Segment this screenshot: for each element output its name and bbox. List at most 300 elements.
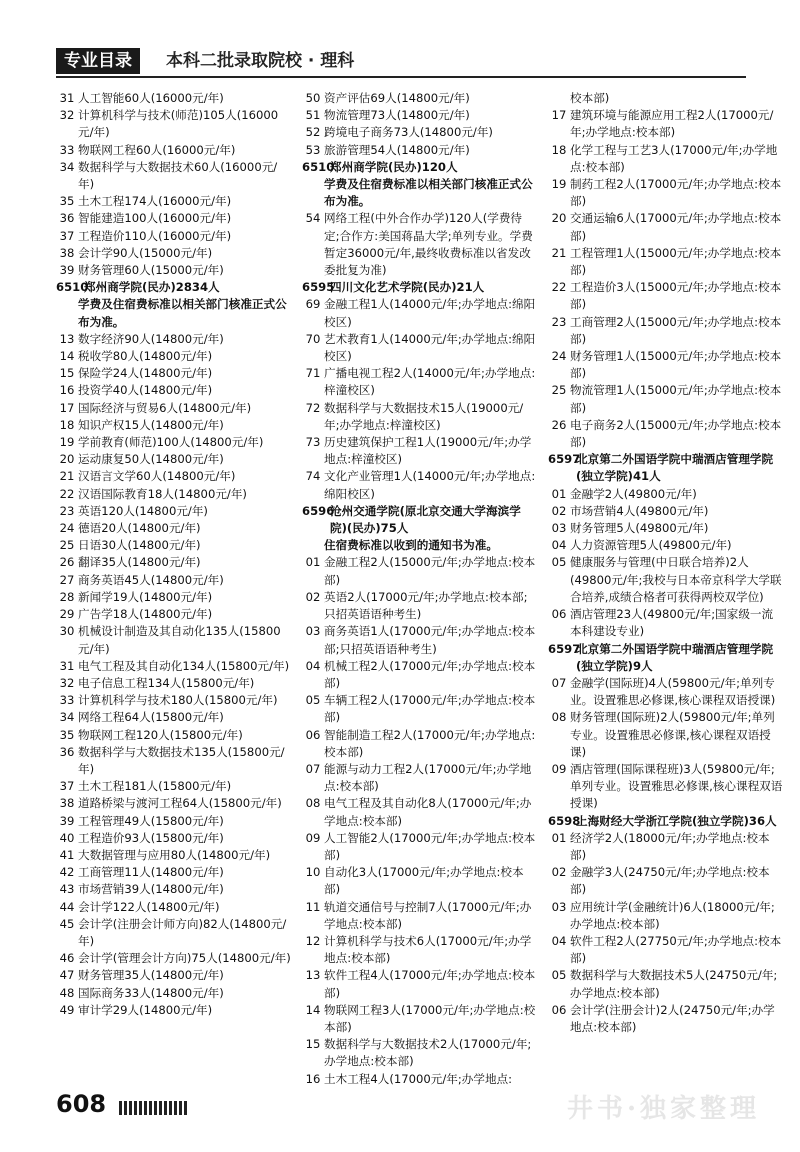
major-code: 15: [59, 366, 75, 381]
major-code: 05: [551, 555, 567, 570]
major-code: 22: [551, 280, 567, 295]
major-row: [548, 967, 783, 1001]
major-code: 10: [305, 865, 321, 880]
major-row: [56, 486, 291, 503]
major-code: 52: [305, 125, 321, 140]
major-text: 金融工程2人(15000元/年;办学地点:校本部): [324, 555, 536, 587]
major-row: [56, 210, 291, 227]
major-text: 酒店管理(国际课程班)3人(59800元/年;单列专业。设置雅思必修课,核心课程双语授课): [570, 761, 783, 811]
major-text: 土木工程4人(17000元/年;办学地点:: [324, 1071, 513, 1086]
major-code: 35: [59, 727, 75, 742]
major-code: 70: [305, 331, 321, 346]
major-text: 化学工程与工艺3人(17000元/年;办学地点:校本部): [570, 142, 778, 174]
section-tag: 专业目录: [56, 48, 140, 74]
major-text: 网络工程(中外合作办学)120人(学费待定;合作方:美国蒋晶大学;单列专业。学费暂定36000元/年,最终收费标准以省发改委批复为准): [324, 211, 533, 278]
major-text: 轨道交通信号与控制7人(17000元/年;办学地点:校本部): [324, 899, 532, 931]
major-row: [302, 107, 537, 124]
major-row: [302, 331, 537, 365]
major-text: 市场营销4人(49800元/年): [570, 503, 709, 518]
major-row: [302, 434, 537, 468]
major-code: 43: [59, 882, 75, 897]
major-code: 02: [551, 865, 567, 880]
school-code: 6597: [548, 452, 581, 467]
major-row: [302, 124, 537, 141]
major-row: [56, 1002, 291, 1019]
major-code: 03: [551, 899, 567, 914]
major-row: [302, 864, 537, 898]
major-code: 42: [59, 865, 75, 880]
major-text: 会计学90人(15000元/年): [78, 245, 213, 260]
school-name: 沧州交通学院(原北京交通大学海滨学院)(民办)75人: [330, 503, 521, 536]
major-code: 38: [59, 796, 75, 811]
school-name: 北京第二外国语学院中瑞酒店管理学院(独立学院)41人: [576, 452, 774, 484]
major-row: [302, 658, 537, 692]
major-row: [548, 486, 783, 503]
major-text: 金融学3人(24750元/年;办学地点:校本部): [570, 865, 770, 897]
major-text: 资产评估69人(14800元/年): [324, 91, 470, 105]
major-row: [56, 451, 291, 468]
major-text: 运动康复50人(14800元/年): [78, 452, 224, 467]
major-text: 工商管理11人(14800元/年): [78, 865, 224, 880]
major-row: [56, 400, 291, 417]
major-text: 财务管理35人(14800元/年): [78, 968, 224, 983]
major-code: 16: [59, 383, 75, 398]
school-row: [548, 451, 783, 485]
major-text: 财务管理5人(49800元/年): [570, 521, 709, 536]
major-code: 74: [305, 469, 321, 484]
major-row: [548, 314, 783, 348]
major-row: [302, 400, 537, 434]
major-text: 应用统计学(金融统计)6人(18000元/年;办学地点:校本部): [570, 899, 775, 931]
major-row: [56, 675, 291, 692]
major-text: 德语20人(14800元/年): [78, 521, 201, 536]
major-text: 物流管理1人(15000元/年;办学地点:校本部): [570, 383, 782, 415]
major-text: 广告学18人(14800元/年): [78, 607, 213, 622]
major-row: [56, 537, 291, 554]
major-row: [548, 417, 783, 451]
major-code: 02: [305, 589, 321, 604]
major-row: [548, 382, 783, 416]
major-text: 物联网工程3人(17000元/年;办学地点:校本部): [324, 1002, 536, 1034]
major-text: 工商管理2人(15000元/年;办学地点:校本部): [570, 314, 782, 346]
major-row: [56, 159, 291, 193]
major-text: 金融学2人(49800元/年): [570, 486, 697, 501]
major-text: 财务管理60人(15000元/年): [78, 263, 224, 278]
school-row: [302, 159, 537, 176]
major-row: [302, 727, 537, 761]
major-text: 商务英语1人(17000元/年;办学地点:校本部;只招英语语种考生): [324, 624, 536, 656]
page-title: 本科二批录取院校 · 理科: [166, 51, 355, 71]
major-text: 工程管理1人(15000元/年;办学地点:校本部): [570, 245, 782, 278]
major-text: 审计学29人(14800元/年): [78, 1002, 213, 1017]
major-code: 01: [551, 830, 567, 845]
major-row: [548, 107, 783, 141]
major-row: [302, 899, 537, 933]
major-text: 道路桥梁与渡河工程64人(15800元/年): [78, 796, 282, 811]
major-text: 机械设计制造及其自动化135人(15800元/年): [78, 624, 281, 656]
major-code: 71: [305, 366, 321, 381]
major-row: [56, 692, 291, 709]
school-note: 学费及住宿费标准以相关部门核准正式公布为准。: [324, 177, 533, 209]
major-code: 72: [305, 400, 321, 415]
major-code: 16: [305, 1071, 321, 1086]
major-text: 艺术教育1人(14000元/年;办学地点:绵阳校区): [324, 331, 536, 364]
major-row: [548, 933, 783, 967]
major-row: [56, 245, 291, 262]
major-code: 18: [551, 142, 567, 157]
major-row: [302, 1036, 537, 1070]
major-row: [56, 382, 291, 399]
major-text: 会计学(管理会计方向)75人(14800元/年): [78, 951, 291, 966]
major-row: [548, 279, 783, 313]
major-row: [56, 365, 291, 382]
major-row: [302, 1071, 537, 1088]
major-text: 电子商务2人(15000元/年;办学地点:校本部): [570, 417, 782, 450]
header-rule: [56, 76, 746, 78]
major-row: [302, 967, 537, 1001]
major-text: 数据科学与大数据技术2人(17000元/年;办学地点:校本部): [324, 1037, 532, 1069]
major-row: [302, 692, 537, 726]
major-code: 33: [59, 693, 75, 708]
major-text: 英语120人(14800元/年): [78, 503, 208, 518]
major-text: 数字经济90人(14800元/年): [78, 331, 224, 346]
major-row: [548, 830, 783, 864]
major-text: 工程造价110人(16000元/年): [78, 228, 232, 243]
school-row: [548, 641, 783, 675]
major-text: 人工智能60人(16000元/年): [78, 91, 224, 105]
major-text: 新闻学19人(14800元/年): [78, 589, 213, 604]
major-code: 24: [59, 521, 75, 536]
major-code: 28: [59, 589, 75, 604]
major-text: 计算机科学与技术(师范)105人(16000元/年): [78, 108, 279, 140]
major-row: [302, 623, 537, 657]
major-text: 工程管理49人(15800元/年): [78, 813, 224, 828]
school-note: 学费及住宿费标准以相关部门核准正式公布为准。: [78, 297, 287, 329]
major-code: 23: [59, 503, 75, 518]
major-row: [56, 142, 291, 159]
major-code: 32: [59, 675, 75, 690]
major-code: 07: [305, 761, 321, 776]
major-row: [56, 262, 291, 279]
major-text: 校本部): [570, 91, 610, 105]
major-row: [56, 417, 291, 434]
major-text: 智能建造100人(16000元/年): [78, 211, 232, 226]
major-row: [56, 468, 291, 485]
major-code: 45: [59, 916, 75, 931]
major-row: [548, 90, 783, 107]
school-name: 郑州商学院(民办)2834人: [84, 280, 220, 295]
major-code: 25: [551, 383, 567, 398]
major-code: 36: [59, 211, 75, 226]
major-text: 建筑环境与能源应用工程2人(17000元/年;办学地点:校本部): [570, 108, 774, 140]
page-footer: [56, 1090, 189, 1118]
school-code: 6596: [302, 503, 335, 518]
major-row: [56, 795, 291, 812]
watermark: 井书·独家整理: [566, 1094, 760, 1124]
major-text: 历史建筑保护工程1人(19000元/年;办学地点:梓潼校区): [324, 435, 532, 467]
major-text: 计算机科学与技术180人(15800元/年): [78, 693, 278, 708]
major-code: 27: [59, 572, 75, 587]
major-text: 跨境电子商务73人(14800元/年): [324, 125, 493, 140]
major-text: 智能制造工程2人(17000元/年;办学地点:校本部): [324, 727, 536, 759]
major-row: [302, 830, 537, 864]
major-row: [548, 761, 783, 813]
major-code: 46: [59, 951, 75, 966]
major-row: [56, 709, 291, 726]
major-code: 15: [305, 1037, 321, 1052]
major-text: 金融工程1人(14000元/年;办学地点:绵阳校区): [324, 297, 536, 329]
major-text: 交通运输6人(17000元/年;办学地点:校本部): [570, 211, 782, 243]
major-row: [302, 554, 537, 588]
major-row: [56, 90, 291, 107]
major-code: 40: [59, 830, 75, 845]
major-code: 31: [59, 658, 75, 673]
major-text: 学前教育(师范)100人(14800元/年): [78, 435, 264, 450]
column-2: [302, 90, 537, 1088]
school-code: 6598: [548, 813, 581, 828]
major-text: 财务管理1人(15000元/年;办学地点:校本部): [570, 349, 782, 381]
major-code: 04: [551, 538, 567, 553]
major-code: 12: [305, 933, 321, 948]
major-row: [56, 830, 291, 847]
major-text: 制药工程2人(17000元/年;办学地点:校本部): [570, 177, 782, 209]
major-code: 03: [305, 624, 321, 639]
school-code: 6510: [56, 280, 89, 295]
major-code: 26: [551, 417, 567, 432]
major-code: 35: [59, 194, 75, 209]
major-text: 物联网工程120人(15800元/年): [78, 727, 243, 742]
major-row: [302, 933, 537, 967]
major-row: [56, 623, 291, 657]
major-row: [56, 778, 291, 795]
major-code: 13: [305, 968, 321, 983]
major-text: 日语30人(14800元/年): [78, 538, 201, 553]
major-code: 19: [551, 177, 567, 192]
major-text: 英语2人(17000元/年;办学地点:校本部;只招英语语种考生): [324, 589, 528, 622]
major-text: 大数据管理与应用80人(14800元/年): [78, 847, 271, 862]
major-code: 34: [59, 159, 75, 174]
major-code: 50: [305, 91, 321, 105]
major-code: 49: [59, 1002, 75, 1017]
major-text: 物流管理73人(14800元/年): [324, 108, 470, 123]
major-text: 健康服务与管理(中日联合培养)2人(49800元/年;我校与日本帝京科学大学联合培养,成绩合格者可获得两校双学位): [570, 555, 782, 604]
major-code: 01: [551, 486, 567, 501]
major-text: 数据科学与大数据技术135人(15800元/年): [78, 744, 285, 776]
major-text: 网络工程64人(15800元/年): [78, 710, 224, 725]
major-row: [56, 727, 291, 744]
major-row: [548, 675, 783, 709]
major-row: [548, 554, 783, 606]
major-text: 文化产业管理1人(14000元/年;办学地点:绵阳校区): [324, 469, 536, 501]
major-code: 05: [551, 968, 567, 983]
major-row: [56, 572, 291, 589]
major-code: 24: [551, 349, 567, 364]
major-text: 电气工程及其自动化8人(17000元/年;办学地点:校本部): [324, 796, 532, 828]
page-header: [0, 46, 800, 76]
major-code: 11: [305, 899, 321, 914]
major-row: [302, 761, 537, 795]
major-code: 13: [59, 331, 75, 346]
major-row: [548, 709, 783, 761]
major-code: 06: [305, 727, 321, 742]
major-code: 26: [59, 555, 75, 570]
major-code: 51: [305, 108, 321, 123]
major-code: 44: [59, 899, 75, 914]
major-row: [548, 899, 783, 933]
school-code: 6595: [302, 280, 335, 295]
major-code: 37: [59, 779, 75, 794]
major-code: 09: [551, 761, 567, 776]
major-code: 33: [59, 142, 75, 157]
major-code: 69: [305, 297, 321, 312]
major-row: [548, 1002, 783, 1036]
major-text: 软件工程2人(27750元/年;办学地点:校本部): [570, 933, 782, 966]
major-code: 06: [551, 607, 567, 622]
major-text: 广播电视工程2人(14000元/年;办学地点:梓潼校区): [324, 366, 536, 398]
major-row: [548, 503, 783, 520]
major-text: 会计学(注册会计)2人(24750元/年;办学地点:校本部): [570, 1002, 775, 1034]
major-code: 17: [551, 108, 567, 123]
major-row: [302, 90, 537, 107]
major-code: 47: [59, 968, 75, 983]
school-row: [302, 503, 537, 537]
major-text: 汉语言文学60人(14800元/年): [78, 469, 236, 484]
major-code: 39: [59, 263, 75, 278]
major-text: 土木工程181人(15800元/年): [78, 779, 232, 794]
major-text: 商务英语45人(14800元/年): [78, 572, 224, 587]
school-note: 住宿费标准以收到的通知书为准。: [324, 538, 498, 553]
major-text: 软件工程4人(17000元/年;办学地点:校本部): [324, 968, 536, 1000]
major-text: 计算机科学与技术6人(17000元/年;办学地点:校本部): [324, 933, 532, 966]
page-number: 608: [56, 1090, 107, 1118]
major-row: [56, 606, 291, 623]
major-row: [56, 864, 291, 881]
major-code: 08: [551, 710, 567, 725]
major-code: 02: [551, 503, 567, 518]
major-code: 04: [551, 933, 567, 948]
major-row: [56, 916, 291, 950]
major-row: [548, 245, 783, 279]
major-text: 工程造价93人(15800元/年): [78, 830, 224, 845]
school-name: 上海财经大学浙江学院(独立学院)36人: [576, 813, 777, 828]
major-code: 38: [59, 245, 75, 260]
major-row: [56, 434, 291, 451]
major-row: [302, 589, 537, 623]
major-code: 23: [551, 314, 567, 329]
major-code: 14: [59, 349, 75, 364]
major-text: 自动化3人(17000元/年;办学地点:校本部): [324, 865, 524, 897]
school-code: 6510: [302, 159, 335, 174]
major-text: 知识产权15人(14800元/年): [78, 417, 224, 432]
major-text: 翻译35人(14800元/年): [78, 555, 201, 570]
major-code: 41: [59, 847, 75, 862]
major-text: 金融学(国际班)4人(59800元/年;单列专业。设置雅思必修课,核心课程双语授课): [570, 675, 776, 708]
major-row: [302, 795, 537, 829]
major-text: 税收学80人(14800元/年): [78, 349, 213, 364]
major-code: 17: [59, 400, 75, 415]
major-code: 48: [59, 985, 75, 1000]
major-code: 37: [59, 228, 75, 243]
major-text: 机械工程2人(17000元/年;办学地点:校本部): [324, 658, 536, 690]
major-row: [548, 520, 783, 537]
major-row: [56, 228, 291, 245]
major-code: 25: [59, 538, 75, 553]
major-code: 54: [305, 211, 321, 226]
major-code: 31: [59, 91, 75, 105]
major-row: [56, 847, 291, 864]
school-name: 四川文化艺术学院(民办)21人: [330, 280, 485, 295]
major-code: 22: [59, 486, 75, 501]
major-text: 人工智能2人(17000元/年;办学地点:校本部): [324, 830, 536, 862]
major-text: 车辆工程2人(17000元/年;办学地点:校本部): [324, 693, 536, 725]
decorative-bar: [119, 1101, 189, 1115]
major-row: [56, 899, 291, 916]
major-text: 数据科学与大数据技术5人(24750元/年;办学地点:校本部): [570, 968, 778, 1000]
major-text: 酒店管理23人(49800元/年;国家级一流本科建设专业): [570, 607, 774, 639]
major-text: 会计学(注册会计师方向)82人(14800元/年): [78, 916, 287, 948]
major-row: [548, 176, 783, 210]
major-text: 国际商务33人(14800元/年): [78, 985, 224, 1000]
major-row: [302, 142, 537, 159]
column-3: [548, 90, 783, 1036]
column-1: [56, 90, 291, 1019]
major-code: 20: [551, 211, 567, 226]
school-row: [302, 279, 537, 296]
major-row: [548, 537, 783, 554]
major-row: [56, 985, 291, 1002]
major-code: 18: [59, 417, 75, 432]
major-code: 06: [551, 1002, 567, 1017]
major-row: [56, 503, 291, 520]
major-code: 20: [59, 452, 75, 467]
major-code: 01: [305, 555, 321, 570]
major-text: 旅游管理54人(14800元/年): [324, 142, 470, 157]
major-text: 电子信息工程134人(15800元/年): [78, 675, 255, 690]
major-row: [56, 658, 291, 675]
major-row: [56, 589, 291, 606]
major-code: 14: [305, 1002, 321, 1017]
major-row: [56, 967, 291, 984]
major-row: [302, 365, 537, 399]
major-text: 数据科学与大数据技术15人(19000元/年;办学地点:梓潼校区): [324, 400, 524, 432]
major-row: [302, 468, 537, 502]
major-code: 05: [305, 693, 321, 708]
major-code: 03: [551, 521, 567, 536]
school-code: 6597: [548, 641, 581, 656]
major-row: [56, 950, 291, 967]
major-row: [548, 864, 783, 898]
school-row: [56, 279, 291, 296]
major-code: 21: [551, 245, 567, 260]
major-code: 34: [59, 710, 75, 725]
major-text: 国际经济与贸易6人(14800元/年): [78, 400, 252, 415]
major-code: 32: [59, 108, 75, 123]
major-row: [302, 1002, 537, 1036]
major-text: 人力资源管理5人(49800元/年): [570, 538, 732, 553]
major-row: [56, 331, 291, 348]
major-row: [56, 193, 291, 210]
major-code: 08: [305, 796, 321, 811]
major-text: 投资学40人(14800元/年): [78, 383, 213, 398]
major-code: 53: [305, 142, 321, 157]
major-row: [56, 881, 291, 898]
major-code: 09: [305, 830, 321, 845]
major-text: 汉语国际教育18人(14800元/年): [78, 486, 247, 501]
major-text: 市场营销39人(14800元/年): [78, 882, 224, 897]
major-text: 物联网工程60人(16000元/年): [78, 142, 236, 157]
major-code: 73: [305, 435, 321, 450]
major-row: [56, 744, 291, 778]
